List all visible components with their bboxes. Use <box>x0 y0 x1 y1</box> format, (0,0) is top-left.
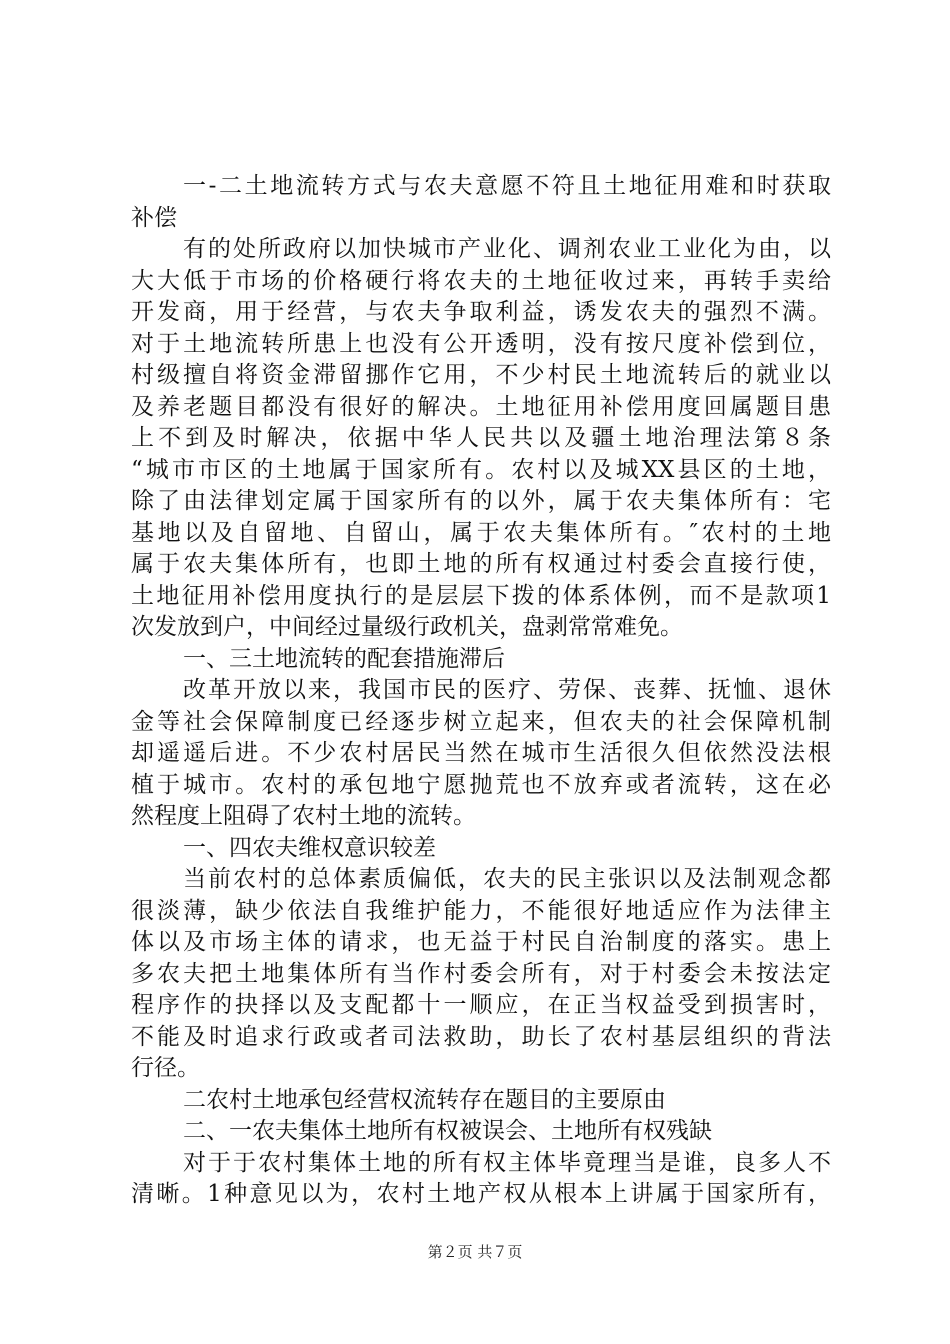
text-line: 属于农夫集体所有，也即土地的所有权通过村委会直接行使， <box>131 551 831 577</box>
text-line: 然程度上阻碍了农村土地的流转。 <box>131 803 476 829</box>
text-line: 当前农村的总体素质偏低，农夫的民主张识以及法制观念都 <box>183 866 831 892</box>
text-line: 开发商，用于经营，与农夫争取利益，诱发农夫的强烈不满。 <box>131 299 831 325</box>
text-line: 及养老题目都没有很好的解决。土地征用补偿用度回属题目患 <box>131 393 831 420</box>
text-line: 对于土地流转所患上也没有公开透明，没有按尺度补偿到位， <box>131 330 831 357</box>
text-line: 植于城市。农村的承包地宁愿抛荒也不放弃或者流转，这在必 <box>131 771 831 798</box>
text-line: 次发放到户，中间经过量级行政机关，盘剥常常难免。 <box>131 614 683 640</box>
text-line: 补偿 <box>131 204 177 231</box>
text-line: 金等社会保障制度已经逐步树立起来，但农夫的社会保障机制 <box>131 708 831 735</box>
text-line: 改革开放以来，我国市民的医疗、劳保、丧葬、抚恤、退休 <box>183 677 831 703</box>
text-line: 对于于农村集体土地的所有权主体毕竟理当是谁，良多人不 <box>183 1149 831 1176</box>
document-body <box>131 171 831 1211</box>
text-line: 却遥遥后进。不少农村居民当然在城市生活很久但依然没法根 <box>131 740 831 766</box>
text-line: 基地以及自留地、自留山，属于农夫集体所有。″农村的土地 <box>131 519 831 546</box>
text-line: 上不到及时解决，依据中华人民共以及疆土地治理法第８条 <box>131 425 831 451</box>
text-line: 体以及市场主体的请求，也无益于村民自治制度的落实。患上 <box>131 929 831 955</box>
text-line: “城市市区的土地属于国家所有。农村以及城XX县区的土地， <box>131 456 831 483</box>
text-line: 二、一农夫集体土地所有权被误会、土地所有权残缺 <box>183 1118 712 1144</box>
text-line: 除了由法律划定属于国家所有的以外，属于农夫集体所有：宅 <box>131 488 831 514</box>
text-line: 大大低于市场的价格硬行将农夫的土地征收过来，再转手卖给 <box>131 267 831 294</box>
text-line: 一、四农夫维权意识较差 <box>183 834 436 861</box>
text-line: 一、三土地流转的配套措施滞后 <box>183 645 505 672</box>
text-line: 有的处所政府以加快城市产业化、调剂农业工业化为由，以 <box>183 236 831 262</box>
text-line: 二农村土地承包经营权流转存在题目的主要原由 <box>183 1086 666 1113</box>
text-line: 程序作的抉择以及支配都十一顺应，在正当权益受到损害时， <box>131 992 831 1018</box>
text-line: 清晰。1种意见以为，农村土地产权从根本上讲属于国家所有， <box>131 1181 831 1207</box>
text-line: 行径。 <box>131 1055 200 1081</box>
page-footer: 第２页 共７页 <box>427 1243 523 1261</box>
text-line: 一-二土地流转方式与农夫意愿不符且土地征用难和时获取 <box>183 173 831 199</box>
text-line: 村级擅自将资金滞留挪作它用，不少村民土地流转后的就业以 <box>131 362 831 388</box>
text-line: 不能及时追求行政或者司法救助，助长了农村基层组织的背法 <box>131 1023 831 1050</box>
text-line: 多农夫把土地集体所有当作村委会所有，对于村委会未按法定 <box>131 960 831 987</box>
text-line: 很淡薄，缺少依法自我维护能力，不能很好地适应作为法律主 <box>131 897 831 924</box>
text-line: 土地征用补偿用度执行的是层层下拨的体系体例，而不是款项1 <box>131 582 831 609</box>
